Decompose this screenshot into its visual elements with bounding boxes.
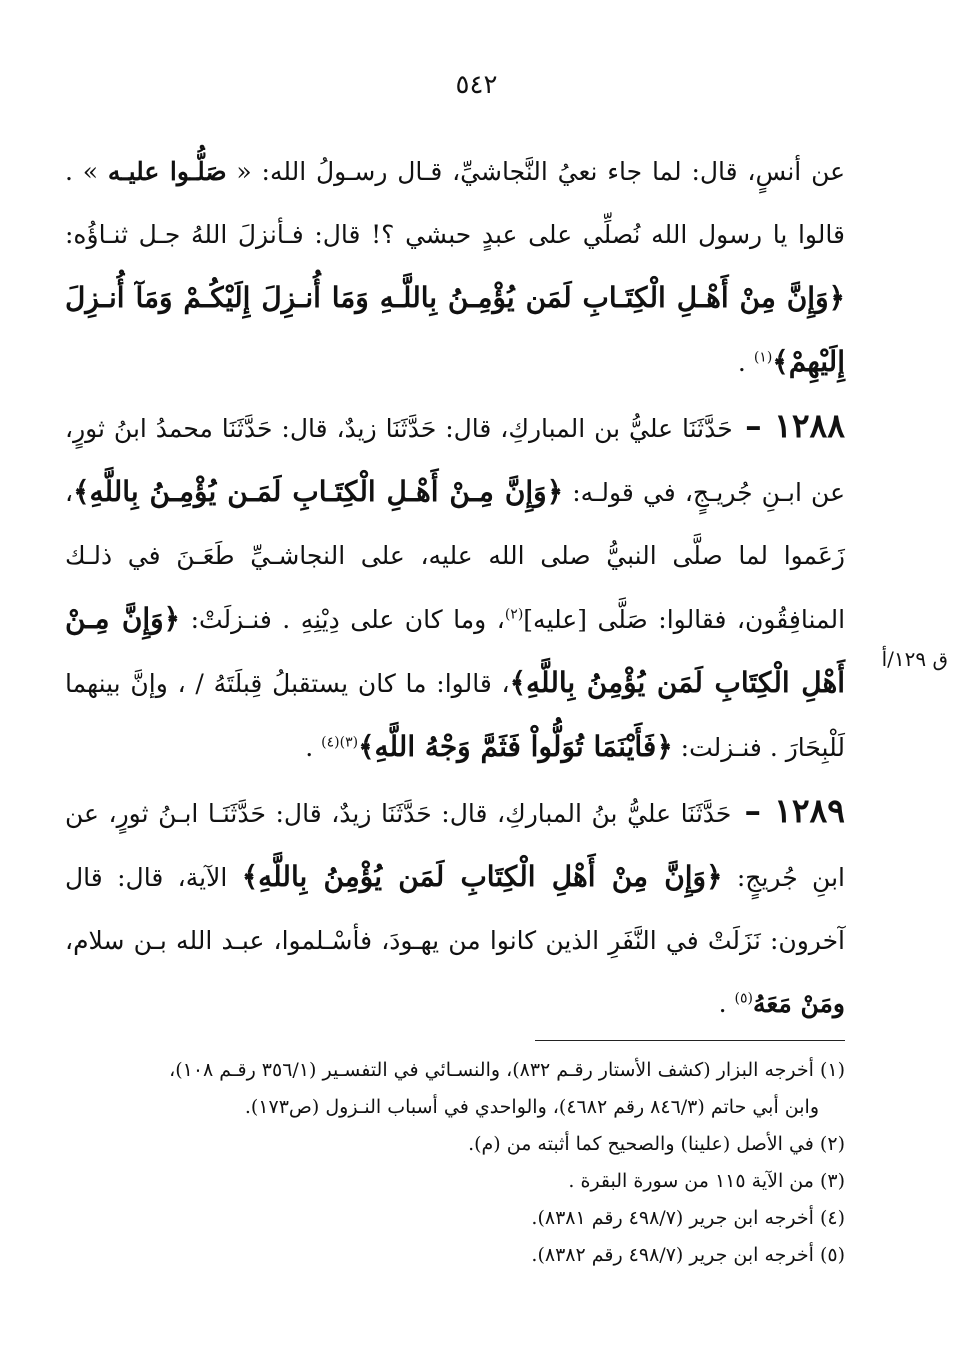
footnote-3: (٣) من الآية ١١٥ من سورة البقرة . (568, 1170, 845, 1192)
footnote-ref: (٣)(٤) (321, 734, 359, 751)
hadith-text: الآية، قال: قال آخرون: نَزَلَتْ في النَّفَرِ الذين كانوا من يهـودَ، فأسْـلموا، عبـد الله بـن سلام، (65, 863, 845, 955)
intro-bold-phrase: صَلُّـوا عليـه (107, 157, 227, 186)
intro-text-1-end: » . (65, 157, 108, 186)
hadith-end: . (305, 733, 322, 762)
hadith-1288 (65, 394, 845, 779)
intro-text-1: عن أنسٍ، قال: لما جاء نعيُ النَّجاشيِّ، قـال رسـولُ الله: « (226, 157, 846, 186)
footnotes (60, 1052, 845, 1274)
quran-verse: ﴿وَإِنَّ مِـنْ أَهْـلِ الْكِتَـابِ لَمَـن يُؤْمِـنُ بِاللَّهِ﴾ (73, 475, 564, 508)
hadith-number: ١٢٨٩ (774, 791, 845, 830)
quran-verse: ﴿فَأَيْنَمَا تُوَلُّواْ فَثَمَّ وَجْهُ اللَّهِ﴾ (358, 730, 673, 763)
intro-end: . (737, 348, 754, 377)
footnote-5: (٥) أخرجه ابن جرير (٤٩٨/٧ رقم ٨٣٨٢). (531, 1244, 845, 1266)
hadith-number: ١٢٨٨ (774, 406, 846, 445)
quran-verse: ﴿وَإِنَّ مِنْ أَهْلِ الْكِتَابِ لَمَن يُؤْمِنُ بِاللَّهِ﴾ (241, 860, 723, 893)
main-text (65, 140, 845, 1035)
hadith-bold-phrase: ومَنْ مَعَهُ (752, 989, 845, 1018)
footnote-ref: (١) (753, 349, 773, 366)
intro-paragraph (65, 140, 845, 394)
page-number: ٥٤٢ (455, 70, 498, 100)
hadith-text: ، وما كان على دِيْنِهِ . فنـزلَتْ: (180, 605, 505, 634)
intro-text-2: قالوا يا رسول الله نُصلِّي على عبدٍ حبشي ؟! قال: فـأنزلَ اللهُ جـل ثنـاؤُه: (65, 220, 845, 249)
hadith-end: . (718, 989, 735, 1018)
quran-verse: ﴿وَإِنَّ مِـنْ أَهْلِ الْكِتَابِ لَمَن يُؤْمِنُ بِاللَّهِ﴾ (65, 602, 845, 699)
hadith-1289 (65, 779, 845, 1035)
footnote-1: (١) أخرجه البزار (كشف الأستار رقـم ٨٣٢)، والنسـائي في التفسـير (٣٥٦/١ رقـم ١٠٨)، (169, 1059, 845, 1081)
footnote-2: (٢) في الأصل (علينا) والصحيح كما أثبته من (م). (468, 1133, 845, 1155)
footnote-1-continued: وابن أبي حاتم (٨٤٦/٣ رقم ٤٦٨٢)، والواحدي في أسباب النـزول (ص١٧٣). (244, 1096, 819, 1118)
manuscript-folio-note: ق ١٢٩/أ (881, 647, 948, 671)
hadith-dash: – (731, 791, 775, 830)
quran-verse: ﴿وَإِنَّ مِنْ أَهْـلِ الْكِتَـابِ لَمَن يُؤْمِـنُ بِاللَّـهِ وَمَا أُنـزِلَ إِلَيْكُـمْ وَمَآ أُنـزِلَ إِلَيْهِمْ﴾ (65, 281, 845, 378)
footnote-ref: (٥) (734, 990, 753, 1007)
footnote-divider (535, 1040, 845, 1041)
hadith-text: ، قالوا: ما كان يستقبلُ قِبلَتَهُ / ، وإنَّ بينهما لَلْبِحَارَ . فنـزلت: (65, 669, 845, 762)
footnote-ref: (٢) (504, 606, 524, 623)
footnote-4: (٤) أخرجه ابن جرير (٤٩٨/٧ رقم ٨٣٨١). (531, 1207, 845, 1229)
hadith-text: حَدَّثَنَا عليُّ بنُ المباركِ، قال: حَدَّثَنَا زيدٌ، قال: حَدَّثَنَـا ابـنُ ثورٍ، عن ابنِ جُريجٍ: (65, 799, 845, 892)
hadith-text: حَدَّثَنَا عليُّ بن المباركِ، قال: حَدَّثَنَا زيدٌ، قال: حَدَّثَنَا محمدُ ابنُ ثورٍ، عن ابـنِ جُريـجٍ، في قولـه: (65, 414, 845, 507)
hadith-text: ، زَعَموا لما صلَّى النبيُّ صلى الله عليه، على النجاشـيِّ طَعَـنَ في ذلـك المنافِقُون، فقالوا: صَلَّى [عليه] (65, 478, 846, 634)
hadith-dash: – (732, 406, 775, 445)
